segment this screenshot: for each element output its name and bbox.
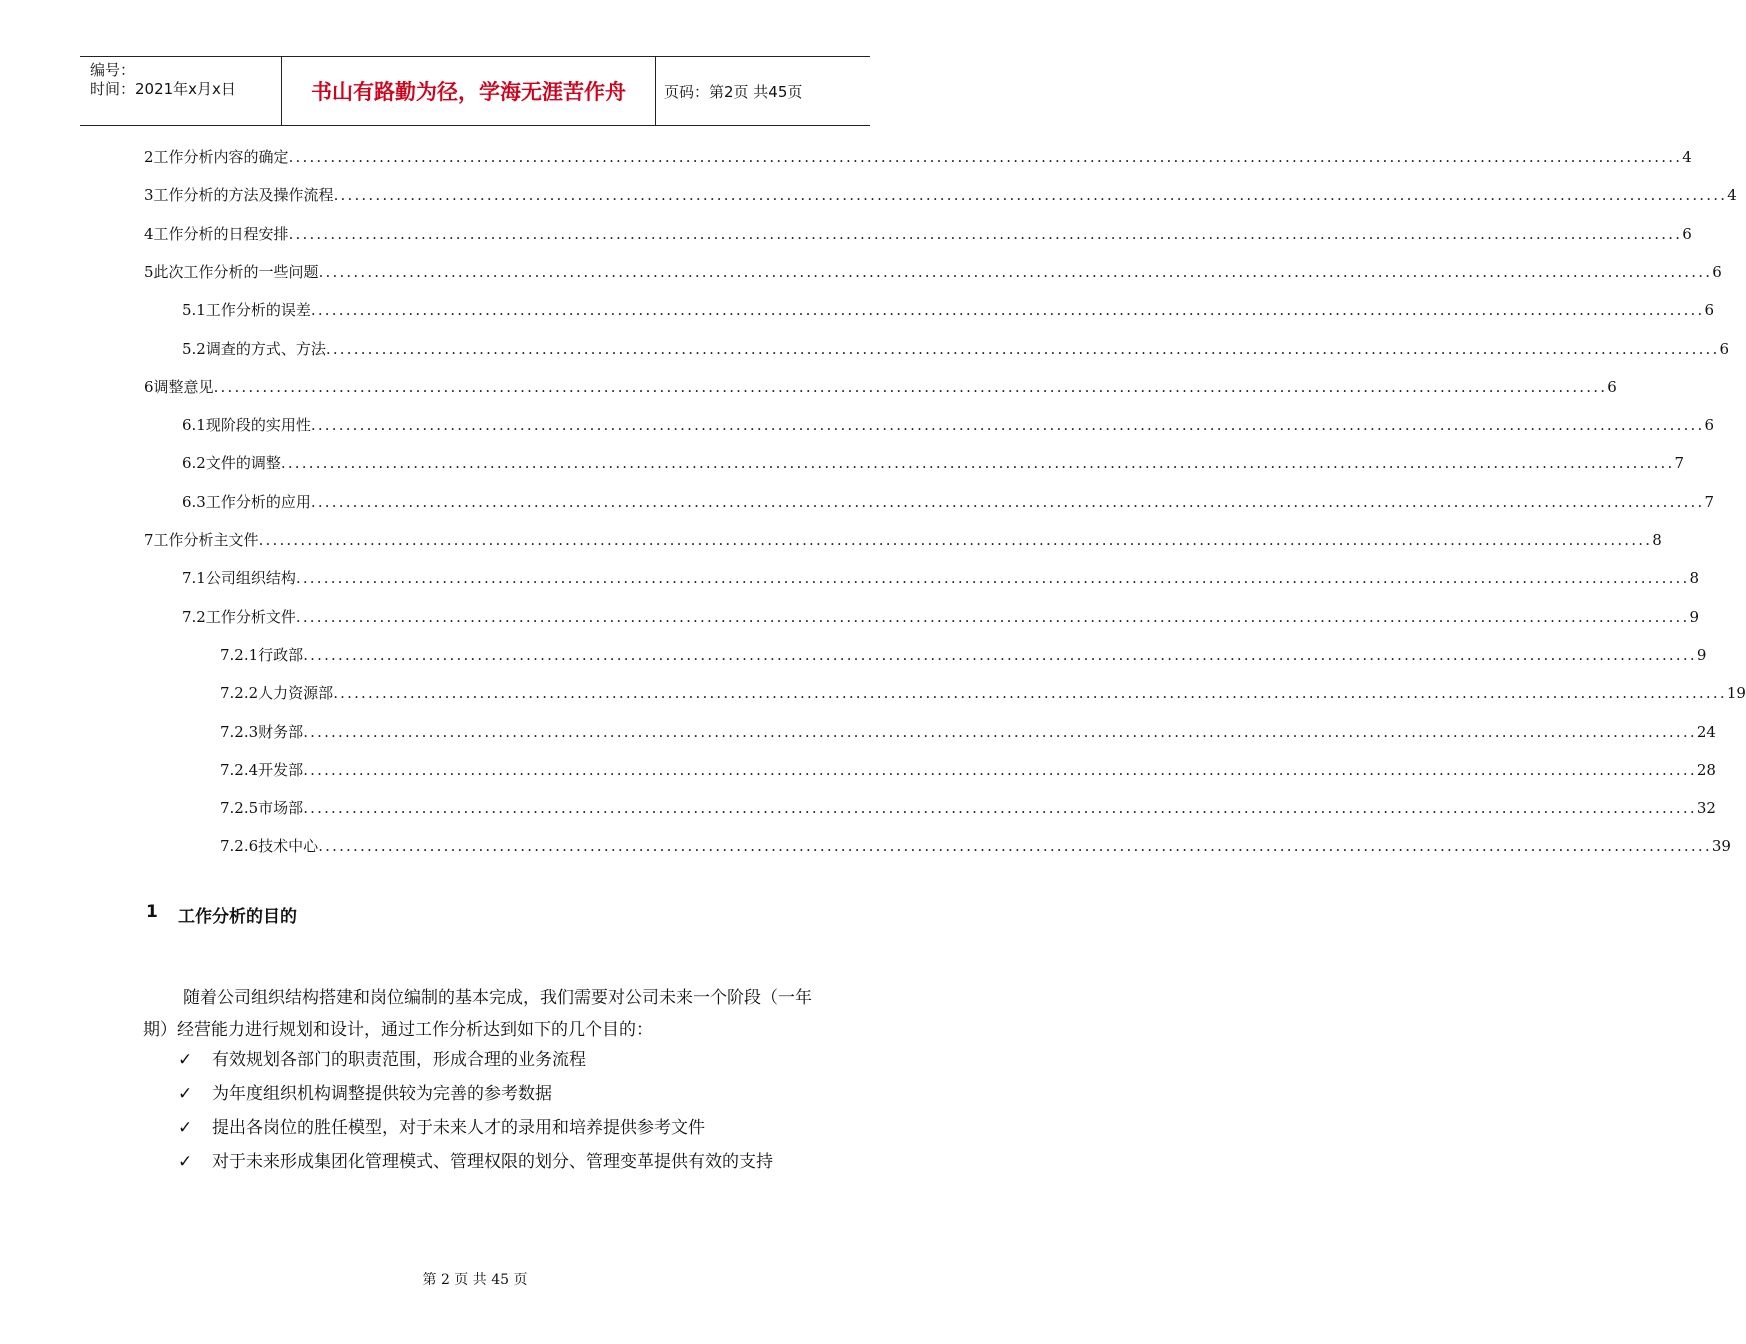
toc-number: 5.1 [182, 301, 206, 320]
toc-page-number: 19 [1726, 684, 1746, 703]
toc-title: 工作分析内容的确定 [153, 148, 289, 166]
toc-number: 7.2.2 [220, 684, 259, 703]
toc-page-number: 6 [1704, 301, 1715, 320]
checkmark-icon: ✓ [178, 1118, 193, 1138]
toc-entry[interactable] [220, 797, 1716, 819]
list-item: ✓ 提出各岗位的胜任模型，对于未来人才的录用和培养提供参考文件 [178, 1111, 818, 1145]
toc-entry[interactable] [220, 835, 1731, 857]
toc-number: 7.2.1 [220, 645, 259, 664]
toc-page-number: 6 [1712, 262, 1722, 281]
toc-number: 5 [144, 262, 154, 281]
toc-entry[interactable] [220, 682, 1746, 704]
toc-number: 7.2.5 [220, 799, 259, 818]
toc-entry[interactable] [182, 606, 1700, 628]
toc-leader-dots: ........................................................................................................................................................................................................ [295, 569, 1690, 588]
toc-title: 调查的方式、方法 [205, 339, 326, 358]
toc-leader-dots: ........................................................................................................................................................................................................ [303, 799, 1697, 818]
list-item: ✓ 对于未来形成集团化管理模式、管理权限的划分、管理变革提供有效的支持 [178, 1145, 818, 1179]
toc-entry[interactable] [220, 721, 1716, 743]
toc-number: 7.2 [182, 607, 206, 626]
section-heading [146, 902, 297, 927]
page-footer: 第 2 页 共 45 页 [422, 1272, 528, 1288]
toc-number: 7 [144, 531, 154, 549]
toc-entry[interactable] [182, 452, 1685, 474]
toc-leader-dots: ........................................................................................................................................................................................................ [318, 262, 1713, 281]
toc-leader-dots: ........................................................................................................................................................................................................ [303, 645, 1697, 664]
toc-number: 7.2.3 [220, 722, 259, 741]
toc-page-number: 39 [1711, 837, 1731, 856]
toc-title: 此次工作分析的一些问题 [153, 262, 319, 281]
toc-title: 工作分析主文件 [153, 531, 259, 549]
toc-entry[interactable] [144, 529, 1662, 551]
toc-number: 7.2.4 [220, 760, 259, 779]
toc-title: 财务部 [258, 722, 304, 741]
toc-title: 工作分析的误差 [205, 301, 311, 320]
toc-title: 现阶段的实用性 [205, 416, 311, 435]
toc-leader-dots: ........................................................................................................................................................................................................ [333, 684, 1727, 703]
toc-page-number: 6 [1682, 224, 1692, 243]
toc-title: 技术中心 [258, 837, 319, 856]
toc-page-number: 7 [1674, 454, 1685, 473]
list-item: ✓ 有效规划各部门的职责范围，形成合理的业务流程 [178, 1043, 818, 1077]
header-number: 编号： [90, 61, 136, 79]
toc-number: 6.1 [182, 416, 206, 435]
toc-page-number: 8 [1652, 531, 1662, 549]
toc-title: 工作分析的应用 [205, 492, 311, 511]
toc-leader-dots: ........................................................................................................................................................................................................ [213, 377, 1608, 396]
toc-leader-dots: ........................................................................................................................................................................................................ [325, 339, 1720, 358]
toc-title: 工作分析的日程安排 [153, 224, 289, 243]
toc-number: 7.1 [182, 569, 206, 588]
toc-page-number: 9 [1689, 607, 1700, 626]
paragraph-text: 随着公司组织结构搭建和岗位编制的基本完成，我们需要对公司未来一个阶段（一年期）经营能力进行规划和设计，通过工作分析达到如下的几个目的： [143, 988, 812, 1040]
header-motto: 书山有路勤为径，学海无涯苦作舟 [282, 57, 656, 125]
toc-entry[interactable] [182, 414, 1715, 436]
toc-page-number: 4 [1727, 186, 1737, 205]
toc-title: 行政部 [258, 645, 304, 664]
toc-entry[interactable] [220, 644, 1707, 666]
header-meta [80, 57, 282, 125]
toc-page-number: 6 [1719, 339, 1730, 358]
list-item: ✓ 为年度组织机构调整提供较为完善的参考数据 [178, 1077, 818, 1111]
section-title: 工作分析的目的 [178, 907, 297, 927]
header-page-label: 页码：第2页 共45页 [664, 82, 803, 101]
toc-entry[interactable] [144, 261, 1722, 283]
toc-leader-dots: ........................................................................................................................................................................................................ [310, 301, 1705, 320]
header-time: 时间：2021年x月x日 [90, 80, 236, 98]
toc-page-number: 8 [1689, 569, 1700, 588]
toc-leader-dots: ........................................................................................................................................................................................................ [288, 224, 1683, 243]
toc-page-number: 32 [1696, 799, 1716, 818]
toc-entry[interactable] [144, 184, 1737, 206]
toc-title: 工作分析文件 [205, 607, 296, 626]
toc-entry[interactable] [182, 338, 1730, 360]
toc-leader-dots: ........................................................................................................................................................................................................ [318, 837, 1712, 856]
toc-entry[interactable] [182, 567, 1700, 589]
page-header [80, 56, 870, 126]
toc-leader-dots: ........................................................................................................................................................................................................ [303, 760, 1697, 779]
toc-number: 2 [144, 148, 154, 166]
toc-title: 文件的调整 [205, 454, 281, 473]
toc-leader-dots: ........................................................................................................................................................................................................ [295, 607, 1690, 626]
checkmark-icon: ✓ [178, 1084, 193, 1104]
toc-number: 6 [144, 377, 154, 396]
toc-entry[interactable] [144, 223, 1692, 245]
toc-number: 3 [144, 186, 154, 205]
toc-title: 公司组织结构 [205, 569, 296, 588]
toc-title: 调整意见 [153, 377, 214, 396]
toc-title: 开发部 [258, 760, 304, 779]
checkmark-icon: ✓ [178, 1050, 193, 1070]
toc-title: 人力资源部 [258, 684, 334, 703]
toc-page-number: 24 [1696, 722, 1716, 741]
toc-leader-dots: ........................................................................................................................................................................................................ [288, 148, 1683, 166]
toc-entry[interactable] [220, 759, 1716, 781]
goal-list [178, 1043, 818, 1179]
section-paragraph [143, 982, 823, 1046]
toc-leader-dots: ........................................................................................................................................................................................................ [303, 722, 1697, 741]
toc-leader-dots: ........................................................................................................................................................................................................ [258, 531, 1653, 549]
checkmark-icon: ✓ [178, 1152, 193, 1172]
toc-number: 6.3 [182, 492, 206, 511]
toc-number: 4 [144, 224, 154, 243]
toc-leader-dots: ........................................................................................................................................................................................................ [333, 186, 1728, 205]
toc-page-number: 6 [1704, 416, 1715, 435]
toc-page-number: 9 [1696, 645, 1707, 664]
toc-leader-dots: ........................................................................................................................................................................................................ [310, 416, 1705, 435]
toc-title: 市场部 [258, 799, 304, 818]
toc-page-number: 7 [1704, 492, 1715, 511]
toc-number: 7.2.6 [220, 837, 259, 856]
toc-number: 5.2 [182, 339, 206, 358]
toc-entry[interactable] [144, 146, 1692, 168]
toc-page-number: 6 [1607, 377, 1617, 396]
toc-number: 6.2 [182, 454, 206, 473]
toc-entry[interactable] [182, 491, 1715, 513]
toc-page-number: 4 [1682, 148, 1692, 166]
toc-leader-dots: ........................................................................................................................................................................................................ [310, 492, 1705, 511]
section-number: 1 [146, 902, 158, 922]
toc-leader-dots: ........................................................................................................................................................................................................ [280, 454, 1675, 473]
toc-entry[interactable] [144, 376, 1617, 398]
toc-title: 工作分析的方法及操作流程 [153, 186, 334, 205]
toc-page-number: 28 [1696, 760, 1716, 779]
toc-entry[interactable] [182, 299, 1715, 321]
